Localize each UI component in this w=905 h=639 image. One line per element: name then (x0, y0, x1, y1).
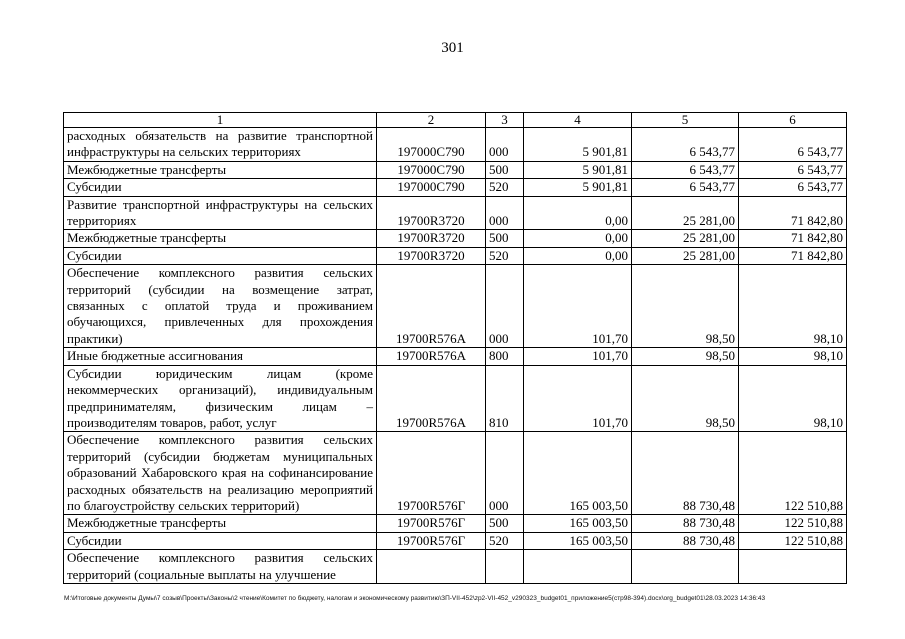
amount-col4-cell (524, 550, 632, 584)
amount-col4-cell: 5 901,81 (524, 179, 632, 196)
table-row (64, 196, 847, 230)
budget-table (63, 112, 847, 584)
row-name-cell: Субсидии (64, 179, 377, 196)
target-code-cell: 19700R3720 (377, 230, 486, 247)
amount-col6-cell: 98,10 (739, 265, 847, 348)
expense-type-cell (486, 550, 524, 584)
table-row (64, 550, 847, 584)
row-name-cell: Межбюджетные трансферты (64, 161, 377, 178)
target-code-cell: 19700R576Г (377, 515, 486, 532)
expense-type-cell: 000 (486, 265, 524, 348)
amount-col4-cell: 165 003,50 (524, 532, 632, 549)
table-row (64, 532, 847, 549)
amount-col6-cell: 122 510,88 (739, 515, 847, 532)
expense-type-cell: 500 (486, 161, 524, 178)
amount-col4-cell: 101,70 (524, 265, 632, 348)
amount-col5-cell: 6 543,77 (632, 179, 739, 196)
row-name-cell: Субсидии (64, 247, 377, 264)
amount-col4-cell: 5 901,81 (524, 128, 632, 162)
amount-col5-cell (632, 550, 739, 584)
amount-col5-cell: 25 281,00 (632, 230, 739, 247)
expense-type-cell: 520 (486, 179, 524, 196)
header-cell-4: 4 (524, 113, 632, 128)
expense-type-cell: 000 (486, 196, 524, 230)
amount-col6-cell (739, 550, 847, 584)
amount-col6-cell: 71 842,80 (739, 230, 847, 247)
row-name-cell: Обеспечение комплексного развития сельских территорий (субсидии на возмещение затрат, связанных с оплатой труда и проживанием обучающихся, привлеченных для прохождения практики) (64, 265, 377, 348)
amount-col5-cell: 6 543,77 (632, 161, 739, 178)
amount-col4-cell: 101,70 (524, 348, 632, 365)
target-code-cell: 19700R3720 (377, 247, 486, 264)
expense-type-cell: 520 (486, 247, 524, 264)
expense-type-cell: 800 (486, 348, 524, 365)
amount-col6-cell: 71 842,80 (739, 247, 847, 264)
amount-col4-cell: 5 901,81 (524, 161, 632, 178)
target-code-cell (377, 550, 486, 584)
amount-col6-cell: 6 543,77 (739, 179, 847, 196)
amount-col4-cell: 0,00 (524, 196, 632, 230)
header-cell-2: 2 (377, 113, 486, 128)
table-row (64, 128, 847, 162)
amount-col5-cell: 6 543,77 (632, 128, 739, 162)
target-code-cell: 19700R3720 (377, 196, 486, 230)
row-name-cell: Межбюджетные трансферты (64, 230, 377, 247)
row-name-cell: Развитие транспортной инфраструктуры на сельских территориях (64, 196, 377, 230)
expense-type-cell: 500 (486, 515, 524, 532)
table-row (64, 265, 847, 348)
row-name-cell: Обеспечение комплексного развития сельских территорий (субсидии бюджетам муниципальных образований Хабаровского края на софинансирование расходных обязательств на реализацию мероприятий по благоустройству сельских территорий) (64, 432, 377, 515)
header-cell-1: 1 (64, 113, 377, 128)
amount-col6-cell: 98,10 (739, 348, 847, 365)
row-name-cell: Иные бюджетные ассигнования (64, 348, 377, 365)
amount-col4-cell: 0,00 (524, 247, 632, 264)
amount-col6-cell: 71 842,80 (739, 196, 847, 230)
row-name-cell: расходных обязательств на развитие транспортной инфраструктуры на сельских территориях (64, 128, 377, 162)
table-row (64, 161, 847, 178)
header-cell-5: 5 (632, 113, 739, 128)
table-row (64, 247, 847, 264)
table-row (64, 179, 847, 196)
target-code-cell: 19700R576Г (377, 532, 486, 549)
target-code-cell: 197000С790 (377, 179, 486, 196)
header-cell-3: 3 (486, 113, 524, 128)
expense-type-cell: 520 (486, 532, 524, 549)
amount-col4-cell: 165 003,50 (524, 432, 632, 515)
amount-col6-cell: 122 510,88 (739, 532, 847, 549)
table-row (64, 230, 847, 247)
table-header-row (64, 113, 847, 128)
amount-col6-cell: 6 543,77 (739, 161, 847, 178)
amount-col6-cell: 6 543,77 (739, 128, 847, 162)
amount-col5-cell: 98,50 (632, 348, 739, 365)
expense-type-cell: 500 (486, 230, 524, 247)
amount-col5-cell: 98,50 (632, 365, 739, 432)
amount-col4-cell: 0,00 (524, 230, 632, 247)
target-code-cell: 197000С790 (377, 128, 486, 162)
row-name-cell: Обеспечение комплексного развития сельских территорий (социальные выплаты на улучшение (64, 550, 377, 584)
amount-col6-cell: 98,10 (739, 365, 847, 432)
target-code-cell: 19700R576Г (377, 432, 486, 515)
row-name-cell: Межбюджетные трансферты (64, 515, 377, 532)
header-cell-6: 6 (739, 113, 847, 128)
table-row (64, 432, 847, 515)
amount-col5-cell: 88 730,48 (632, 532, 739, 549)
expense-type-cell: 000 (486, 432, 524, 515)
table-row (64, 348, 847, 365)
row-name-cell: Субсидии (64, 532, 377, 549)
page-number: 301 (441, 40, 464, 56)
amount-col5-cell: 88 730,48 (632, 432, 739, 515)
row-name-cell: Субсидии юридическим лицам (кроме некоммерческих организаций), индивидуальным предпринимателям, физическим лицам – производителям товаров, работ, услуг (64, 365, 377, 432)
amount-col5-cell: 25 281,00 (632, 196, 739, 230)
amount-col6-cell: 122 510,88 (739, 432, 847, 515)
target-code-cell: 19700R576A (377, 365, 486, 432)
amount-col5-cell: 88 730,48 (632, 515, 739, 532)
expense-type-cell: 810 (486, 365, 524, 432)
expense-type-cell: 000 (486, 128, 524, 162)
amount-col5-cell: 25 281,00 (632, 247, 739, 264)
table-row (64, 515, 847, 532)
target-code-cell: 19700R576A (377, 348, 486, 365)
target-code-cell: 197000С790 (377, 161, 486, 178)
table-row (64, 365, 847, 432)
target-code-cell: 19700R576A (377, 265, 486, 348)
amount-col5-cell: 98,50 (632, 265, 739, 348)
document-file-path: M:\Итоговые документы Думы\7 созыв\Проекты\Законы\2 чтение\Комитет по бюджету, налогам и экономическому развитию\ЗП-VII-452\zp2-VII-452_v290323_budget01_приложение5(стр98-394).docx\org_budget01\28.03.2023 14:36:43 (64, 595, 766, 602)
amount-col4-cell: 165 003,50 (524, 515, 632, 532)
amount-col4-cell: 101,70 (524, 365, 632, 432)
